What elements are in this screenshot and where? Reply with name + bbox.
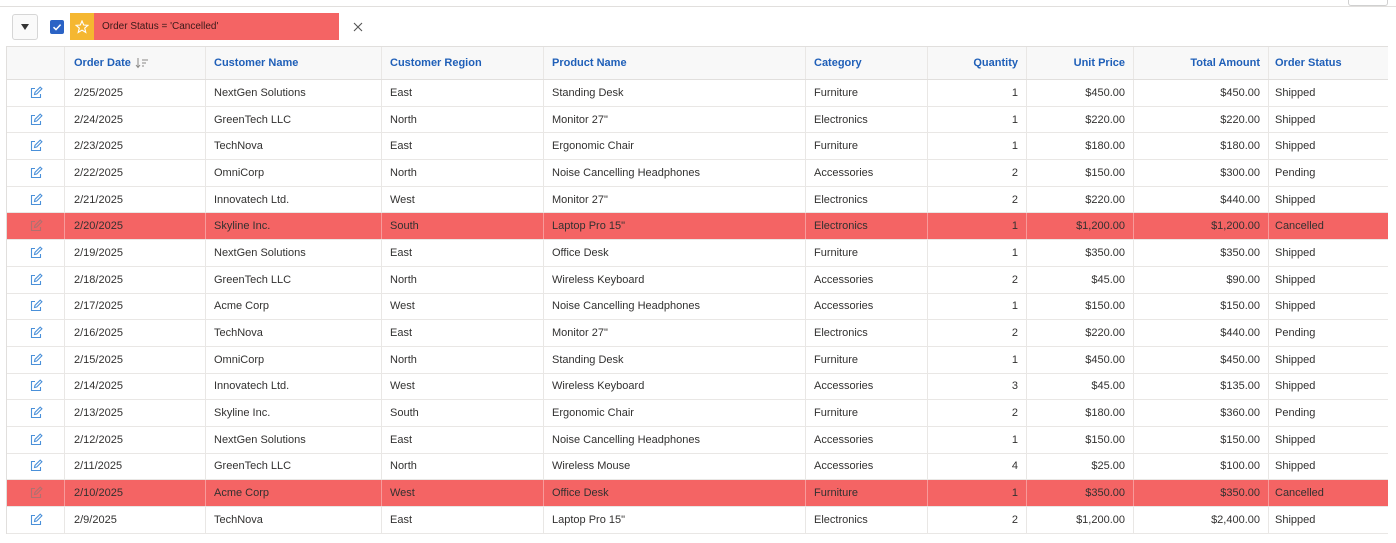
cell-product-name: Noise Cancelling Headphones [544, 427, 806, 453]
edit-cell [7, 320, 65, 346]
cell-quantity: 1 [928, 294, 1027, 320]
edit-cell [7, 374, 65, 400]
cell-quantity: 2 [928, 267, 1027, 293]
edit-icon[interactable] [29, 246, 43, 260]
cell-order-status: Pending [1275, 166, 1316, 179]
cell-product-name: Standing Desk [544, 80, 806, 106]
edit-cell [7, 427, 65, 453]
cell-product-name: Standing Desk [544, 347, 806, 373]
edit-cell [7, 507, 65, 533]
cell-quantity: 1 [928, 240, 1027, 266]
cell-order-status: Shipped [1275, 513, 1316, 526]
cell-category: Electronics [806, 187, 928, 213]
cell-quantity: 1 [928, 213, 1027, 239]
edit-cell [7, 480, 65, 506]
cell-total-amount: $150.00 [1134, 427, 1269, 453]
edit-icon[interactable] [29, 353, 43, 367]
edit-icon[interactable] [29, 433, 43, 447]
cell-order-date: 2/17/2025 [65, 294, 206, 320]
edit-icon[interactable] [29, 166, 43, 180]
column-header-order-status[interactable]: Order Status [1275, 57, 1342, 69]
edit-cell [7, 187, 65, 213]
cell-total-amount: $220.00 [1134, 107, 1269, 133]
cell-order-date: 2/9/2025 [65, 507, 206, 533]
cell-product-name: Noise Cancelling Headphones [544, 294, 806, 320]
cell-total-amount: $135.00 [1134, 374, 1269, 400]
edit-icon[interactable] [29, 459, 43, 473]
cell-order-status: Pending [1275, 407, 1316, 420]
column-header-label: Order Date [74, 57, 131, 69]
cell-order-status: Shipped [1275, 273, 1316, 286]
cell-unit-price: $350.00 [1027, 240, 1134, 266]
cell-total-amount: $100.00 [1134, 454, 1269, 480]
cell-order-status: Shipped [1275, 380, 1316, 393]
edit-cell [7, 160, 65, 186]
cell-customer-region: East [382, 240, 544, 266]
star-icon[interactable] [70, 13, 94, 40]
cell-customer-name: Acme Corp [206, 294, 382, 320]
column-header-quantity[interactable]: Quantity [928, 47, 1027, 79]
table-row[interactable] [7, 213, 1388, 240]
cell-order-date: 2/10/2025 [65, 480, 206, 506]
top-corner-tab [1348, 0, 1388, 6]
cell-customer-name: OmniCorp [206, 347, 382, 373]
cell-order-date: 2/25/2025 [65, 80, 206, 106]
cell-category: Furniture [806, 240, 928, 266]
cell-total-amount: $150.00 [1134, 294, 1269, 320]
cell-order-date: 2/12/2025 [65, 427, 206, 453]
cell-order-date: 2/13/2025 [65, 400, 206, 426]
edit-icon[interactable] [29, 113, 43, 127]
edit-cell [7, 213, 65, 239]
close-icon[interactable] [351, 20, 365, 34]
cell-unit-price: $180.00 [1027, 133, 1134, 159]
cell-order-status: Shipped [1275, 433, 1316, 446]
cell-order-status: Shipped [1275, 353, 1316, 366]
cell-customer-name: Innovatech Ltd. [206, 187, 382, 213]
cell-product-name: Wireless Keyboard [544, 374, 806, 400]
cell-unit-price: $150.00 [1027, 294, 1134, 320]
cell-customer-region: South [382, 213, 544, 239]
edit-cell [7, 347, 65, 373]
grid-header-row [7, 47, 1388, 80]
cell-quantity: 1 [928, 480, 1027, 506]
cell-customer-name: NextGen Solutions [206, 80, 382, 106]
cell-order-date: 2/20/2025 [65, 213, 206, 239]
cell-category: Furniture [806, 347, 928, 373]
cell-unit-price: $180.00 [1027, 400, 1134, 426]
table-row[interactable] [7, 400, 1388, 427]
cell-unit-price: $350.00 [1027, 480, 1134, 506]
cell-order-date: 2/23/2025 [65, 133, 206, 159]
cell-quantity: 3 [928, 374, 1027, 400]
cell-product-name: Laptop Pro 15" [544, 213, 806, 239]
cell-unit-price: $25.00 [1027, 454, 1134, 480]
top-border [0, 0, 1396, 7]
edit-cell [7, 240, 65, 266]
table-row[interactable] [7, 374, 1388, 401]
cell-customer-region: East [382, 320, 544, 346]
cell-total-amount: $350.00 [1134, 480, 1269, 506]
cell-order-date: 2/19/2025 [65, 240, 206, 266]
edit-icon[interactable] [29, 513, 43, 527]
edit-icon[interactable] [29, 379, 43, 393]
column-header-customer-name[interactable]: Customer Name [206, 47, 382, 79]
cell-product-name: Monitor 27" [544, 107, 806, 133]
cell-product-name: Office Desk [544, 480, 806, 506]
cell-category: Furniture [806, 133, 928, 159]
edit-icon[interactable] [29, 326, 43, 340]
cell-customer-name: TechNova [206, 320, 382, 346]
edit-cell [7, 454, 65, 480]
cell-customer-name: Acme Corp [206, 480, 382, 506]
edit-column-header [7, 47, 65, 79]
grid-body [7, 80, 1388, 534]
column-header-unit-price[interactable]: Unit Price [1027, 47, 1134, 79]
cell-category: Electronics [806, 507, 928, 533]
cell-category: Electronics [806, 107, 928, 133]
cell-order-status: Shipped [1275, 460, 1316, 473]
table-row[interactable] [7, 294, 1388, 321]
cell-customer-name: TechNova [206, 507, 382, 533]
cell-quantity: 1 [928, 427, 1027, 453]
cell-order-status: Shipped [1275, 86, 1316, 99]
cell-category: Accessories [806, 427, 928, 453]
cell-customer-name: Skyline Inc. [206, 213, 382, 239]
cell-order-date: 2/24/2025 [65, 107, 206, 133]
cell-order-status: Shipped [1275, 246, 1316, 259]
cell-total-amount: $360.00 [1134, 400, 1269, 426]
cell-product-name: Office Desk [544, 240, 806, 266]
cell-customer-region: North [382, 347, 544, 373]
table-row[interactable] [7, 347, 1388, 374]
edit-icon[interactable] [29, 219, 43, 233]
cell-order-status: Pending [1275, 327, 1316, 340]
cell-category: Electronics [806, 320, 928, 346]
table-row[interactable] [7, 427, 1388, 454]
cell-order-status: Cancelled [1275, 220, 1324, 233]
cell-customer-region: East [382, 133, 544, 159]
caret-down-icon [21, 24, 29, 30]
cell-customer-region: West [382, 374, 544, 400]
checkmark-icon [52, 22, 62, 32]
table-row[interactable] [7, 480, 1388, 507]
cell-customer-name: GreenTech LLC [206, 454, 382, 480]
edit-cell [7, 133, 65, 159]
table-row[interactable] [7, 187, 1388, 214]
filter-chip-label: Order Status = 'Cancelled' [102, 21, 219, 32]
cell-order-status: Shipped [1275, 300, 1316, 313]
cell-quantity: 2 [928, 507, 1027, 533]
table-row[interactable] [7, 267, 1388, 294]
cell-order-date: 2/15/2025 [65, 347, 206, 373]
filter-enable-checkbox[interactable] [50, 20, 64, 34]
cell-customer-region: East [382, 80, 544, 106]
cell-order-date: 2/18/2025 [65, 267, 206, 293]
filter-dropdown-button[interactable] [12, 14, 38, 40]
cell-customer-region: East [382, 507, 544, 533]
table-row[interactable] [7, 133, 1388, 160]
filter-toolbar [12, 13, 365, 40]
edit-icon[interactable] [29, 193, 43, 207]
table-row[interactable] [7, 320, 1388, 347]
cell-total-amount: $300.00 [1134, 160, 1269, 186]
cell-unit-price: $450.00 [1027, 347, 1134, 373]
cell-unit-price: $150.00 [1027, 427, 1134, 453]
cell-total-amount: $450.00 [1134, 80, 1269, 106]
orders-grid [6, 46, 1388, 534]
cell-unit-price: $1,200.00 [1027, 507, 1134, 533]
cell-total-amount: $350.00 [1134, 240, 1269, 266]
table-row[interactable] [7, 454, 1388, 481]
cell-category: Furniture [806, 480, 928, 506]
edit-cell [7, 400, 65, 426]
cell-order-status: Shipped [1275, 140, 1316, 153]
table-row[interactable] [7, 507, 1388, 534]
cell-total-amount: $450.00 [1134, 347, 1269, 373]
cell-quantity: 1 [928, 133, 1027, 159]
table-row[interactable] [7, 240, 1388, 267]
sort-descending-icon[interactable] [135, 57, 149, 69]
cell-customer-region: West [382, 187, 544, 213]
cell-product-name: Wireless Mouse [544, 454, 806, 480]
cell-order-date: 2/22/2025 [65, 160, 206, 186]
cell-category: Furniture [806, 400, 928, 426]
edit-icon[interactable] [29, 406, 43, 420]
cell-category: Furniture [806, 80, 928, 106]
edit-icon[interactable] [29, 299, 43, 313]
cell-quantity: 2 [928, 187, 1027, 213]
cell-product-name: Ergonomic Chair [544, 400, 806, 426]
cell-quantity: 1 [928, 80, 1027, 106]
cell-order-date: 2/11/2025 [65, 454, 206, 480]
filter-chip[interactable] [70, 13, 339, 40]
cell-order-date: 2/16/2025 [65, 320, 206, 346]
edit-cell [7, 107, 65, 133]
cell-quantity: 4 [928, 454, 1027, 480]
cell-order-status: Shipped [1275, 193, 1316, 206]
cell-customer-region: East [382, 427, 544, 453]
cell-category: Accessories [806, 374, 928, 400]
edit-icon[interactable] [29, 486, 43, 500]
cell-product-name: Laptop Pro 15" [544, 507, 806, 533]
cell-customer-region: West [382, 294, 544, 320]
cell-unit-price: $220.00 [1027, 320, 1134, 346]
cell-total-amount: $440.00 [1134, 320, 1269, 346]
cell-unit-price: $220.00 [1027, 187, 1134, 213]
cell-quantity: 2 [928, 400, 1027, 426]
cell-customer-name: NextGen Solutions [206, 240, 382, 266]
cell-product-name: Noise Cancelling Headphones [544, 160, 806, 186]
cell-quantity: 2 [928, 160, 1027, 186]
column-header-total-amount[interactable]: Total Amount [1134, 47, 1269, 79]
cell-customer-name: TechNova [206, 133, 382, 159]
cell-product-name: Monitor 27" [544, 187, 806, 213]
edit-icon[interactable] [29, 273, 43, 287]
table-row[interactable] [7, 160, 1388, 187]
cell-total-amount: $180.00 [1134, 133, 1269, 159]
table-row[interactable] [7, 107, 1388, 134]
cell-customer-region: North [382, 107, 544, 133]
cell-unit-price: $1,200.00 [1027, 213, 1134, 239]
cell-customer-region: South [382, 400, 544, 426]
cell-unit-price: $45.00 [1027, 374, 1134, 400]
cell-quantity: 2 [928, 320, 1027, 346]
cell-category: Accessories [806, 160, 928, 186]
cell-quantity: 1 [928, 107, 1027, 133]
cell-unit-price: $220.00 [1027, 107, 1134, 133]
cell-product-name: Monitor 27" [544, 320, 806, 346]
cell-customer-region: North [382, 160, 544, 186]
edit-icon[interactable] [29, 139, 43, 153]
cell-customer-name: GreenTech LLC [206, 107, 382, 133]
cell-product-name: Ergonomic Chair [544, 133, 806, 159]
edit-icon[interactable] [29, 86, 43, 100]
cell-total-amount: $90.00 [1134, 267, 1269, 293]
cell-total-amount: $440.00 [1134, 187, 1269, 213]
cell-unit-price: $450.00 [1027, 80, 1134, 106]
cell-product-name: Wireless Keyboard [544, 267, 806, 293]
cell-category: Accessories [806, 267, 928, 293]
column-header-customer-region[interactable]: Customer Region [382, 47, 544, 79]
cell-customer-name: Innovatech Ltd. [206, 374, 382, 400]
cell-unit-price: $150.00 [1027, 160, 1134, 186]
cell-total-amount: $1,200.00 [1134, 213, 1269, 239]
cell-total-amount: $2,400.00 [1134, 507, 1269, 533]
cell-customer-name: NextGen Solutions [206, 427, 382, 453]
column-header-order-date[interactable] [65, 47, 206, 79]
cell-order-date: 2/14/2025 [65, 374, 206, 400]
cell-customer-name: OmniCorp [206, 160, 382, 186]
edit-cell [7, 267, 65, 293]
cell-customer-name: GreenTech LLC [206, 267, 382, 293]
cell-category: Accessories [806, 294, 928, 320]
cell-customer-name: Skyline Inc. [206, 400, 382, 426]
cell-category: Accessories [806, 454, 928, 480]
cell-quantity: 1 [928, 347, 1027, 373]
column-header-product-name[interactable]: Product Name [544, 47, 806, 79]
column-header-category[interactable]: Category [806, 47, 928, 79]
cell-order-status: Shipped [1275, 113, 1316, 126]
cell-order-status: Cancelled [1275, 487, 1324, 500]
cell-order-date: 2/21/2025 [65, 187, 206, 213]
cell-category: Electronics [806, 213, 928, 239]
edit-cell [7, 294, 65, 320]
cell-customer-region: North [382, 267, 544, 293]
cell-customer-region: West [382, 480, 544, 506]
edit-cell [7, 80, 65, 106]
cell-unit-price: $45.00 [1027, 267, 1134, 293]
table-row[interactable] [7, 80, 1388, 107]
cell-customer-region: North [382, 454, 544, 480]
